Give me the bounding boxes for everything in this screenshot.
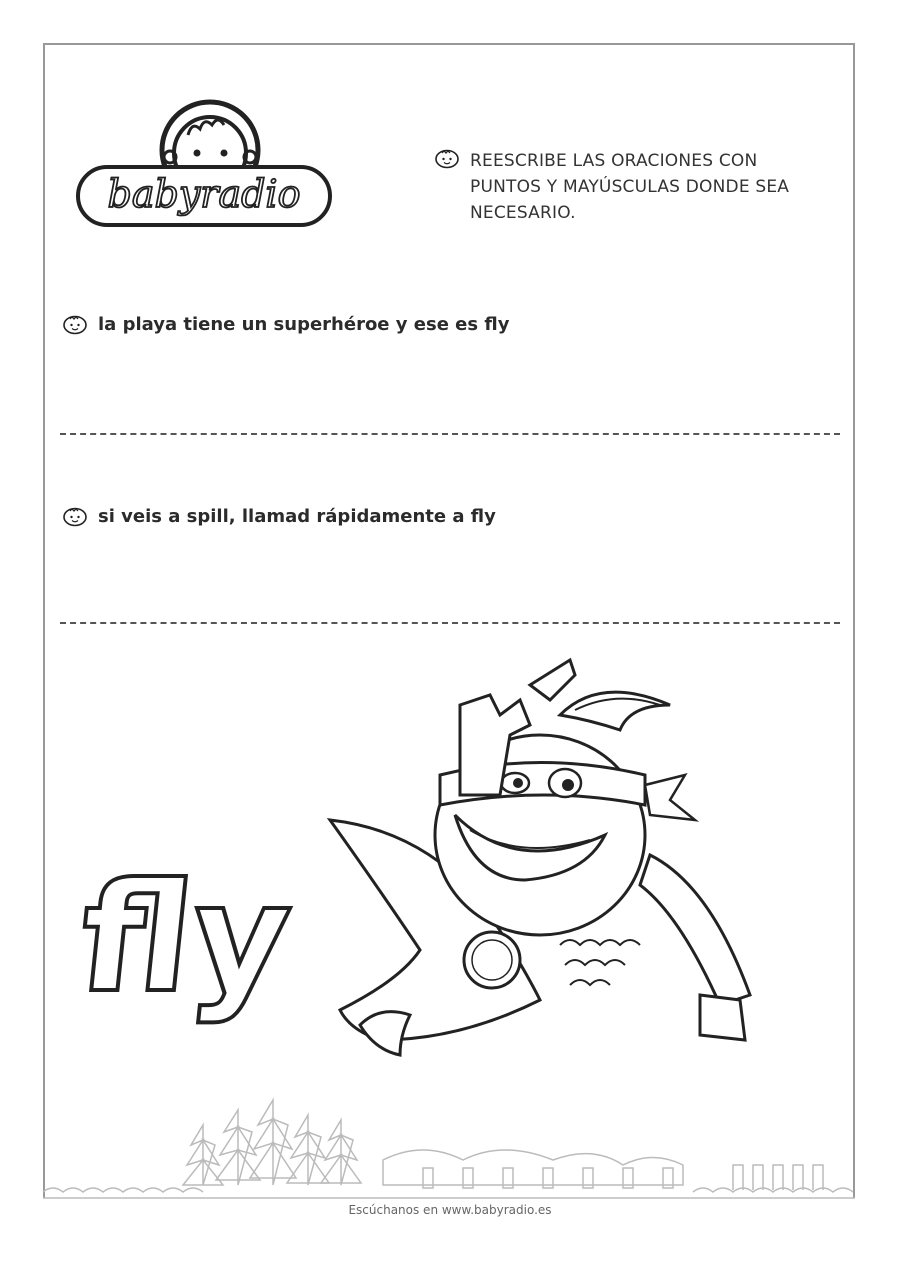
footer-text: Escúchanos en www.babyradio.es [348, 1203, 552, 1217]
instruction [434, 148, 804, 226]
exercise-sentence: la playa tiene un superhéroe y ese es fly [98, 314, 510, 335]
exercise-1 [62, 314, 509, 335]
trees-landscape-decoration [43, 1080, 855, 1205]
fly-word: fly [71, 851, 299, 1026]
baby-face-icon [434, 149, 460, 169]
baby-face-icon [62, 507, 88, 527]
writing-line[interactable] [60, 433, 840, 435]
baby-face-icon [62, 315, 88, 335]
instruction-text: REESCRIBE LAS ORACIONES CON PUNTOS Y MAYÚSCULAS DONDE SEA NECESARIO. [470, 151, 790, 223]
writing-line[interactable] [60, 622, 840, 624]
brand-text: babyradio [107, 172, 301, 216]
fly-character-illustration [71, 655, 770, 1075]
exercise-sentence: si veis a spill, llamad rápidamente a fly [98, 506, 496, 527]
exercise-2 [62, 506, 496, 527]
babyradio-logo [70, 95, 340, 245]
